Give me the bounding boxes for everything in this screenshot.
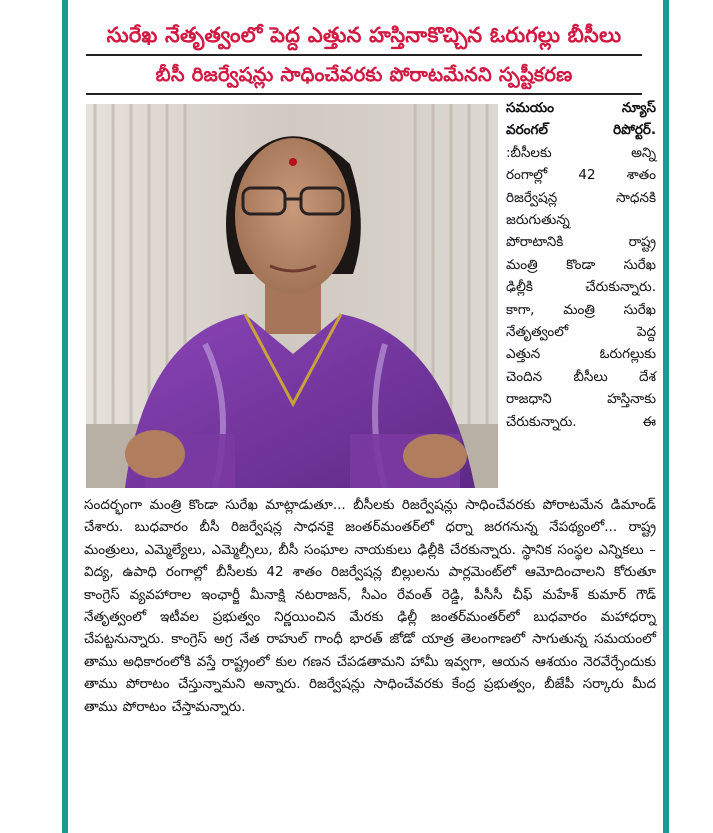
side-line: ఎత్తున ఓరుగల్లుకు	[506, 346, 656, 363]
side-line: పోరాటానికి రాష్ట్ర	[506, 234, 656, 251]
left-border	[62, 0, 68, 833]
minister-photo	[85, 104, 498, 488]
headline-divider	[86, 54, 642, 56]
side-line: రాజధాని హస్తినాకు	[506, 391, 656, 408]
headline-primary: సురేఖ నేతృత్వంలో పెద్ద ఎత్తున హస్తినాకొచ్చిన ఓరుగల్లు బీసీలు	[106, 23, 622, 47]
side-line: మంత్రి కొండా సురేఖ	[506, 256, 656, 273]
side-line: ఢిల్లీకి చేరుకున్నారు.	[506, 279, 656, 296]
side-line: చేరుకున్నారు. ఈ	[506, 413, 656, 430]
headline-divider-bottom	[86, 93, 642, 95]
portrait-photo-icon	[85, 104, 498, 488]
headline-secondary: బీసీ రిజర్వేషన్లు సాధించేవరకు పోరాటమేనని స్పష్టీకరణ	[155, 63, 573, 86]
side-line: రిజర్వేషన్ల సాధనకి	[506, 189, 656, 206]
byline-source: సమయం న్యూస్	[506, 100, 656, 116]
byline-reporter: వరంగల్ రిపోర్టర్.	[506, 122, 656, 139]
side-line: నేతృత్వంలో పెద్ద	[506, 324, 656, 341]
side-column	[506, 97, 656, 433]
side-line: జరుగుతున్న	[506, 212, 570, 229]
side-line: :బీసీలకు అన్ని	[506, 144, 656, 161]
right-border	[663, 0, 669, 833]
article-body: సందర్భంగా మంత్రి కొండా సురేఖ మాట్లాడుతూ... బీసీలకు రిజర్వేషన్లు సాధించేవరకు పోరాటమేన డిమాండ్ చేశారు. బుధవారం బీసీ రిజర్వేషన్ల సాధనకై జంతర్‌మంతర్‌లో ధర్నా జరగనున్న నేపథ్యంలో... రాష్ట్ర మంత్రులు, ఎమ్మెల్యేలు, ఎమ్మెల్సీలు, బీసీ సంఘాల నాయకులు ఢిల్లీకి చేరకున్నారు. స్థానిక సంస్థల ఎన్నికలు – విద్య, ఉపాధి రంగాల్లో బీసీలకు 42 శాతం రిజర్వేషన్ల బిల్లులను పార్లమెంట్‌లో ఆమోదించాలని కోరుతూ కాంగ్రెస్ వ్యవహారాల ఇంఛార్జీ మీనాక్షి నటరాజన్, సీఎం రేవంత్ రెడ్డి, పీసీసీ చీఫ్ మహేశ్ కుమార్ గౌడ్ నేతృత్వంలో ఇటీవల ప్రభుత్వం నిర్ణయించిన మేరకు ఢిల్లీ జంతర్‌మంతర్‌లో బుధవారం మహాధర్నా చేపట్టనున్నారు. కాంగ్రెస్ అగ్ర నేత రాహుల్ గాంధీ భారత్ జోడో యాత్ర తెలంగాణలో సాగుతున్న సమయంలో తాము అధికారంలోకి వస్తే రాష్ట్రంలో కుల గణన చేపడతామని హామీ ఇవ్వగా, ఆయన ఆశయం నెరవేర్చేందుకు తాము పోరాటం చేస్తున్నామని అన్నారు. రిజర్వేషన్లు సాధించేవరకు కేంద్ర ప్రభుత్వం, బీజేపీ సర్కారు మీద తాము పోరాటం చేస్తామన్నారు.	[84, 497, 656, 715]
side-line: చెందిన బీసీలు దేశ	[506, 368, 656, 385]
side-line: రంగాల్లో 42 శాతం	[506, 167, 656, 184]
side-line: కాగా, మంత్రి సురేఖ	[506, 301, 656, 318]
